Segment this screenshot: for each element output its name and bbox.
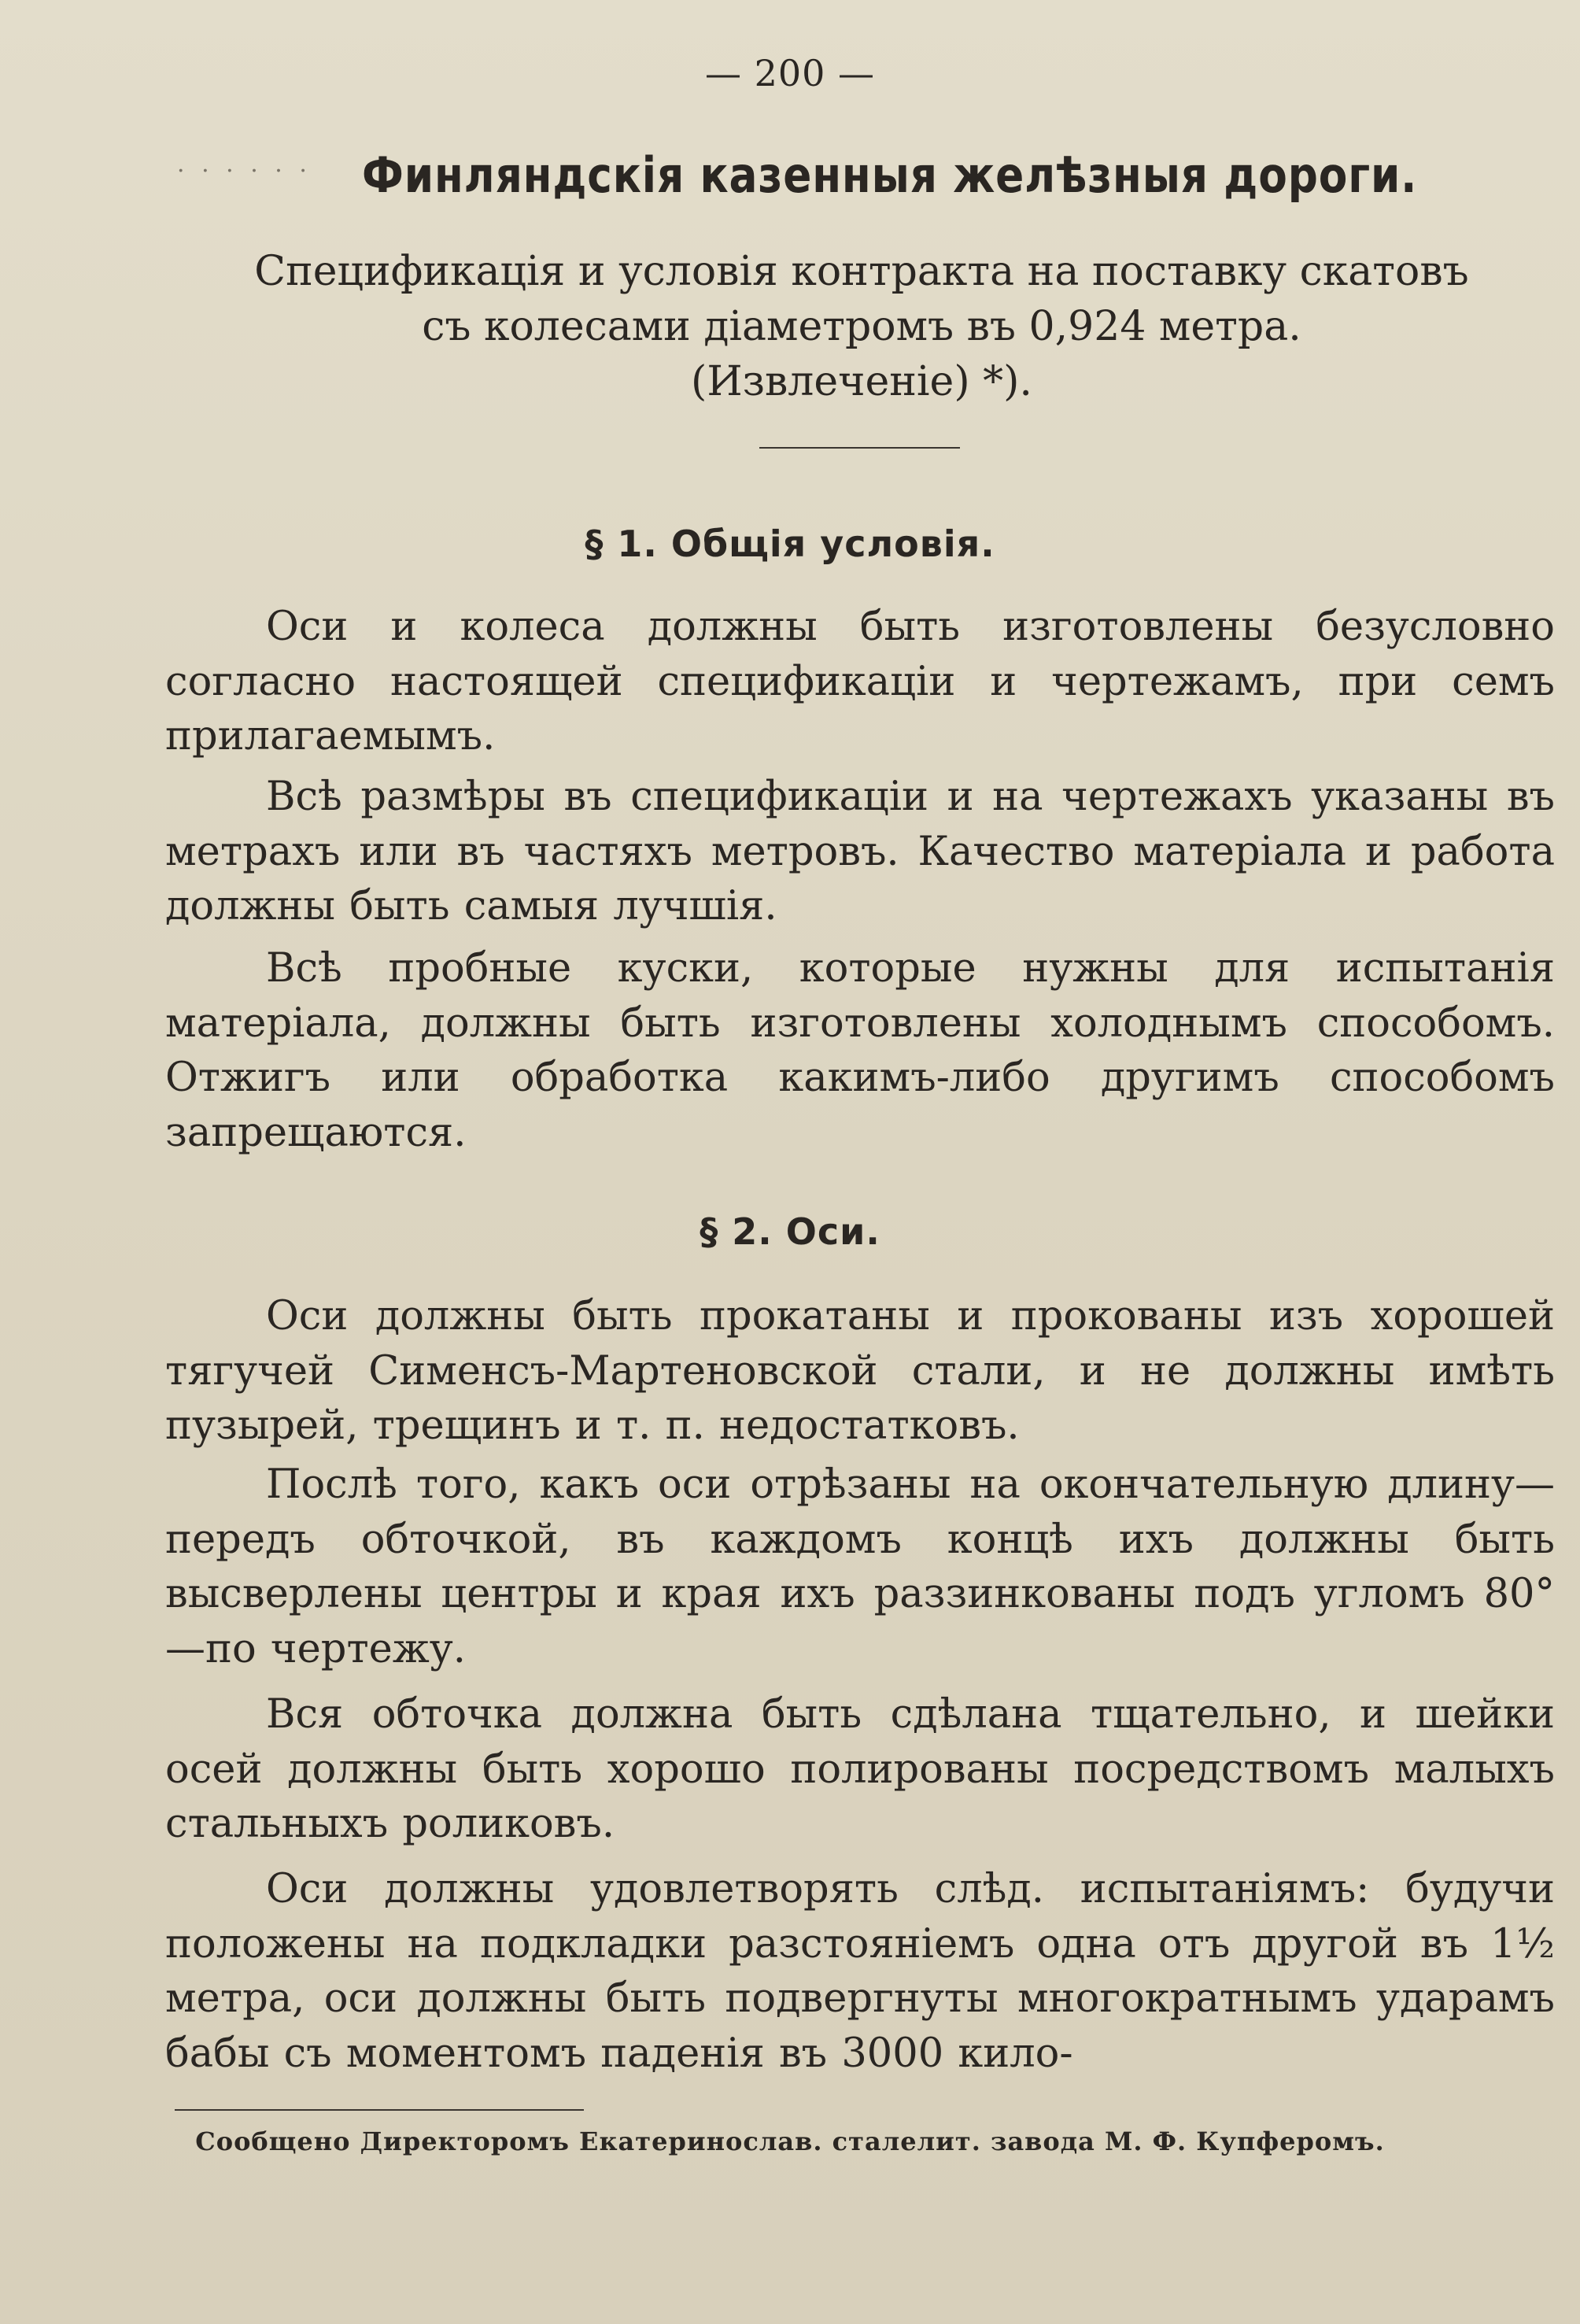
paragraph-1-2	[165, 770, 1555, 934]
subtitle-line-1: Спецификація и условія контракта на поставку скатовъ	[254, 248, 1469, 295]
decorative-dots: · · · · · ·	[177, 157, 312, 185]
page-title: Финляндскія казенныя желѣзныя дороги.	[362, 146, 1418, 204]
paragraph-text: Послѣ того, какъ оси отрѣзаны на окончательную длину—передъ обточкой, въ каждомъ концѣ ихъ должны быть высверлены центры и края ихъ раззинкованы подъ угломъ 80°—по чертежу.	[165, 1461, 1555, 1672]
paragraph-2-2	[165, 1458, 1555, 1676]
paragraph-text: Оси должны удовлетворять слѣд. испытаніямъ: будучи положены на подкладки разстояніемъ одна отъ другой въ 1½ метра, оси должны быть подвергнуты многократнымъ ударамъ бабы съ моментомъ паденія въ 3000 кило-	[165, 1866, 1555, 2077]
paragraph-text: Всѣ пробные куски, которые нужны для испытанія матеріала, должны быть изготовлены холоднымъ способомъ. Отжигъ или обработка какимъ-либо другимъ способомъ запрещаются.	[165, 945, 1555, 1156]
footnote: Сообщено Директоромъ Екатеринослав. сталелит. завода М. Ф. Купферомъ.	[195, 2126, 1385, 2156]
subtitle-line-3: (Извлеченіе) *).	[691, 358, 1032, 405]
paragraph-text: Вся обточка должна быть сдѣлана тщательно, и шейки осей должны быть хорошо полированы посредствомъ малыхъ стальныхъ роликовъ.	[165, 1691, 1555, 1847]
section-heading-2: § 2. Оси.	[700, 1210, 880, 1253]
page-number: — 200 —	[704, 52, 876, 94]
paragraph-1-1	[165, 600, 1555, 764]
footnote-divider	[175, 2109, 584, 2111]
paragraph-1-3	[165, 941, 1555, 1160]
section-heading-1: § 1. Общія условія.	[585, 523, 995, 565]
paragraph-2-1	[165, 1289, 1555, 1454]
subtitle-line-2: съ колесами діаметромъ въ 0,924 метра.	[422, 303, 1301, 350]
title-divider	[759, 447, 960, 449]
paragraph-2-3	[165, 1687, 1555, 1852]
paragraph-2-4	[165, 1862, 1555, 2081]
paragraph-text: Оси должны быть прокатаны и прокованы изъ хорошей тягучей Сименсъ-Мартеновской стали, и не должны имѣть пузырей, трещинъ и т. п. недостатковъ.	[165, 1293, 1555, 1449]
paragraph-text: Оси и колеса должны быть изготовлены безусловно согласно настоящей спецификаціи и чертежамъ, при семъ прилагаемымъ.	[165, 604, 1555, 759]
paragraph-text: Всѣ размѣры въ спецификаціи и на чертежахъ указаны въ метрахъ или въ частяхъ метровъ. Качество матеріала и работа должны быть самыя лучшія.	[165, 774, 1555, 929]
